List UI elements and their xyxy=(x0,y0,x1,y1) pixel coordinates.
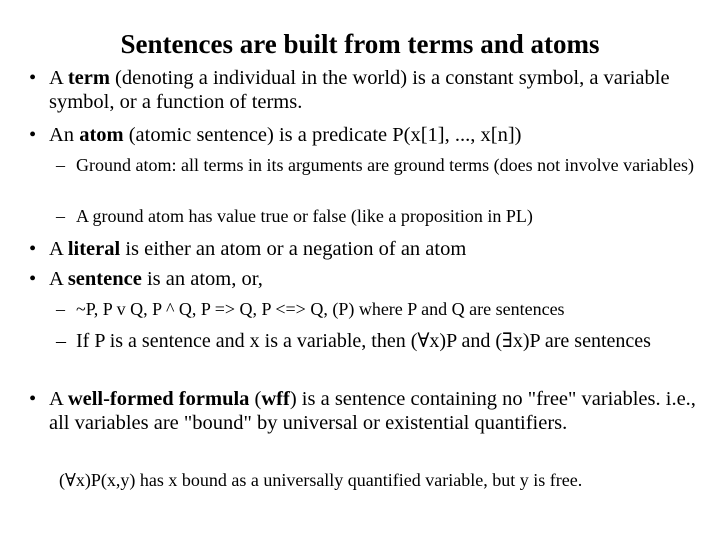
wff-text: ) is a sentence containing no "free" variables. i.e., all variables are "bound" by universal or existential quantifiers. xyxy=(49,388,696,434)
bullet-sentence xyxy=(29,267,704,291)
bullet-marker: • xyxy=(29,124,37,146)
bullet-term xyxy=(29,66,704,114)
sub-bullet-ground-atom xyxy=(56,155,706,176)
wff-prefix: A xyxy=(49,388,68,410)
sub-bullet-quantifiers xyxy=(56,329,706,353)
sentence-keyword: sentence xyxy=(67,268,142,290)
bullet-marker: • xyxy=(29,67,37,89)
bullet-literal xyxy=(29,237,704,261)
wff-middle: ( xyxy=(249,388,262,410)
bullet-marker: • xyxy=(29,388,37,410)
bullet-marker: • xyxy=(29,268,37,290)
term-keyword: term xyxy=(67,67,110,89)
wff-example: (∀x)P(x,y) has x bound as a universally quantified variable, but y is free. xyxy=(59,470,583,490)
term-text: (denoting a individual in the world) is a constant symbol, a variable symbol, or a function of terms. xyxy=(49,67,670,113)
sentence-prefix: A xyxy=(49,268,68,290)
quantifiers-text: If P is a sentence and x is a variable, then (∀x)P and (∃x)P are sentences xyxy=(76,330,651,352)
ground-atom-text: Ground atom: all terms in its arguments are ground terms (does not involve variables) xyxy=(76,155,695,175)
literal-prefix: A xyxy=(49,238,68,260)
bullet-wff xyxy=(29,387,704,435)
connectives-text: ~P, P v Q, P ^ Q, P => Q, P <=> Q, (P) where P and Q are sentences xyxy=(76,299,565,319)
sentence-text: is an atom, or, xyxy=(141,268,263,290)
wff-keyword: well-formed formula xyxy=(67,388,250,410)
term-prefix: A xyxy=(49,67,68,89)
sub-bullet-ground-atom-value xyxy=(56,206,706,227)
atom-keyword: atom xyxy=(79,124,124,146)
sub-bullet-connectives xyxy=(56,299,706,320)
dash-marker: – xyxy=(56,155,65,175)
bullet-atom xyxy=(29,123,704,147)
dash-marker: – xyxy=(56,299,65,319)
atom-prefix: An xyxy=(49,124,80,146)
ground-atom-value-text: A ground atom has value true or false (like a proposition in PL) xyxy=(76,206,533,226)
dash-marker: – xyxy=(56,206,65,226)
literal-text: is either an atom or a negation of an atom xyxy=(120,238,467,260)
slide-title: Sentences are built from terms and atoms xyxy=(120,29,600,59)
wff-abbrev: wff xyxy=(261,388,290,410)
dash-marker: – xyxy=(56,330,66,352)
atom-text: (atomic sentence) is a predicate P(x[1], ..., x[n]) xyxy=(123,124,522,146)
bullet-marker: • xyxy=(29,238,37,260)
literal-keyword: literal xyxy=(67,238,121,260)
